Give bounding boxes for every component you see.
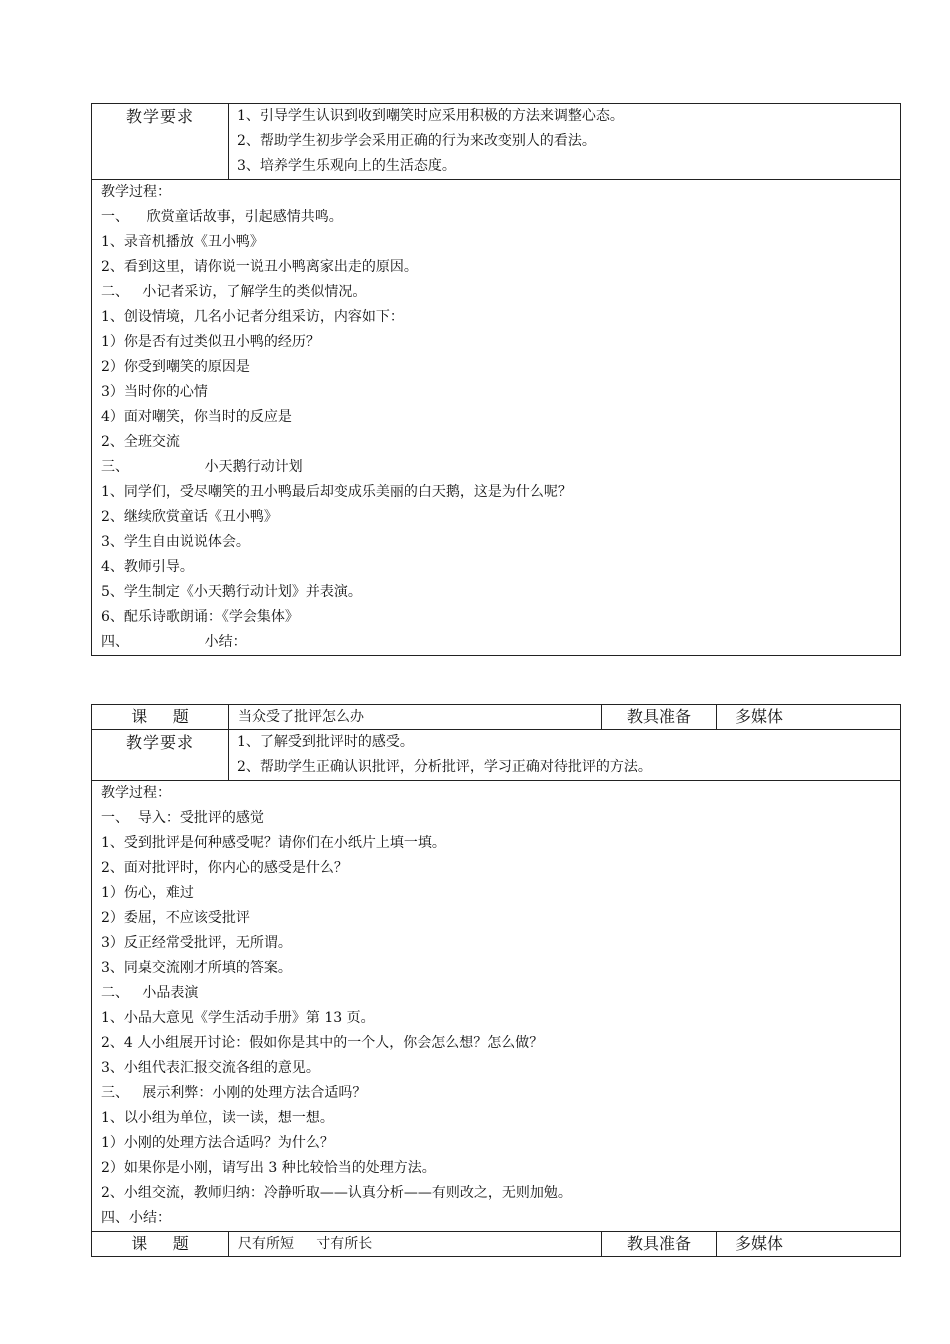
lesson3-tools: 多媒体 [717,1232,901,1257]
lesson2-topic: 当众受了批评怎么办 [229,705,602,730]
lesson2-topic-label: 课 题 [92,705,229,730]
process-line: 3）当时你的心情 [101,384,208,400]
process-line: 教学过程： [101,184,171,200]
process-line: 2、面对批评时，你内心的感受是什么？ [101,860,348,876]
process-line: 3、小组代表汇报交流各组的意见。 [101,1060,320,1076]
process-line: 2、小组交流，教师归纳：冷静听取——认真分析——有则改之，无则加勉。 [101,1185,572,1201]
lesson1-goals-row [92,104,901,180]
process-line: 2）如果你是小刚，请写出 3 种比较恰当的处理方法。 [101,1160,436,1176]
goal-item: 2、帮助学生正确认识批评，分析批评，学习正确对待批评的方法。 [237,759,652,775]
process-line: 4）面对嘲笑，你当时的反应是 [101,409,292,425]
process-line: 2、全班交流 [101,434,180,450]
lesson2-header-row [92,705,901,730]
process-line: 一、 导入：受批评的感觉 [101,810,264,826]
process-line: 2、继续欣赏童话《丑小鸭》 [101,509,278,525]
process-line: 1、创设情境，几名小记者分组采访，内容如下： [101,309,404,325]
process-line: 1、以小组为单位，读一读，想一想。 [101,1110,334,1126]
lesson3-header-row [92,1232,901,1257]
process-line: 2）委屈，不应该受批评 [101,910,250,926]
process-line: 1）小刚的处理方法合适吗？为什么？ [101,1135,334,1151]
process-line: 二、 小品表演 [101,985,199,1001]
process-line: 1、同学们，受尽嘲笑的丑小鸭最后却变成乐美丽的白天鹅，这是为什么呢？ [101,484,572,500]
lesson2-table [91,704,901,1257]
lesson2-process [92,781,901,1232]
goal-item: 2、帮助学生初步学会采用正确的行为来改变别人的看法。 [237,133,596,149]
process-line: 2、4 人小组展开讨论：假如你是其中的一个人，你会怎么想？怎么做？ [101,1035,544,1051]
lesson1-goals [229,104,901,180]
process-line: 1、录音机播放《丑小鸭》 [101,234,264,250]
goal-item: 1、引导学生认识到收到嘲笑时应采用积极的方法来调整心态。 [237,108,624,124]
lesson1-goal-label: 教学要求 [92,104,229,180]
process-line: 1、小品大意见《学生活动手册》第 13 页。 [101,1010,375,1026]
process-line: 4、教师引导。 [101,559,194,575]
process-line: 5、学生制定《小天鹅行动计划》并表演。 [101,584,362,600]
process-line: 三、 小天鹅行动计划 [101,459,303,475]
process-line: 1）伤心，难过 [101,885,194,901]
lesson2-goals-row [92,730,901,781]
process-line: 3、同桌交流刚才所填的答案。 [101,960,292,976]
process-line: 四、小结： [101,1210,171,1226]
process-line: 四、 小结： [101,634,247,650]
goal-item: 1、了解受到批评时的感受。 [237,734,414,750]
process-line: 6、配乐诗歌朗诵：《学会集体》 [101,609,299,625]
lesson1-table [91,103,901,656]
lesson3-tools-label: 教具准备 [602,1232,717,1257]
lesson2-process-row [92,781,901,1232]
process-line: 3、学生自由说说体会。 [101,534,250,550]
process-line: 三、 展示利弊：小刚的处理方法合适吗？ [101,1085,367,1101]
lesson3-topic-label: 课 题 [92,1232,229,1257]
process-line: 1、受到批评是何种感受呢？请你们在小纸片上填一填。 [101,835,446,851]
lesson2-goal-label: 教学要求 [92,730,229,781]
process-line: 2、看到这里，请你说一说丑小鸭离家出走的原因。 [101,259,418,275]
lesson3-topic: 尺有所短 寸有所长 [229,1232,602,1257]
process-line: 1）你是否有过类似丑小鸭的经历？ [101,334,320,350]
lesson1-process [92,180,901,656]
process-line: 3）反正经常受批评，无所谓。 [101,935,292,951]
process-line: 教学过程： [101,785,171,801]
goal-item: 3、培养学生乐观向上的生活态度。 [237,158,456,174]
process-line: 一、 欣赏童话故事，引起感情共鸣。 [101,209,343,225]
lesson2-tools: 多媒体 [717,705,901,730]
process-line: 二、 小记者采访，了解学生的类似情况。 [101,284,367,300]
lesson1-process-row [92,180,901,656]
lesson2-goals [229,730,901,781]
lesson2-tools-label: 教具准备 [602,705,717,730]
process-line: 2）你受到嘲笑的原因是 [101,359,250,375]
